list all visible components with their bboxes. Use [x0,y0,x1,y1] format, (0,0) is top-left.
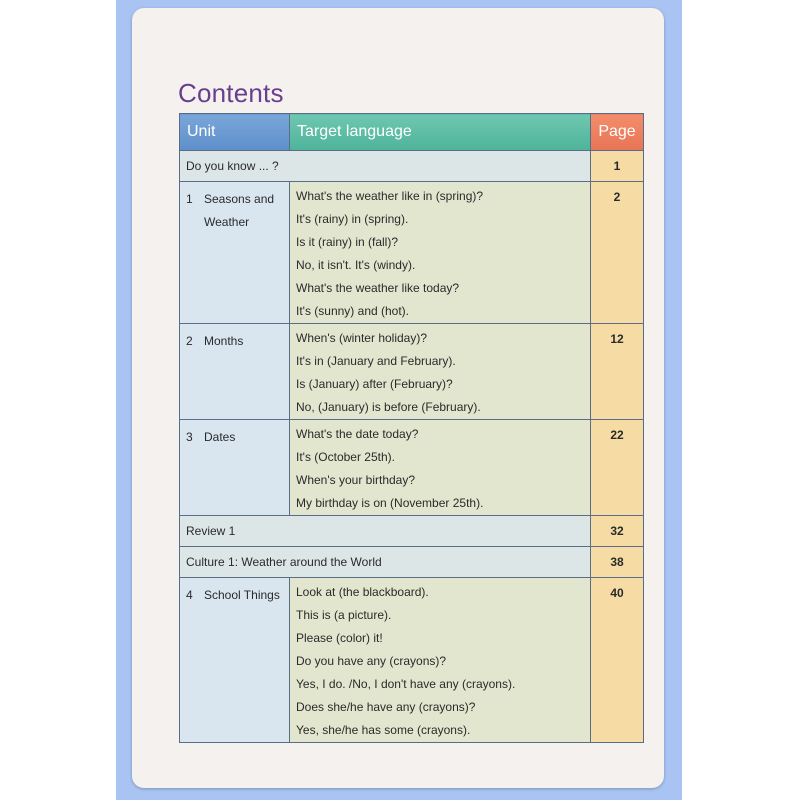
target-line: This is (a picture). [296,608,392,622]
page-title: Contents [178,78,284,108]
target-line: Look at (the blackboard). [296,585,429,599]
target-line: What's the weather like today? [296,281,460,295]
target-line: Please (color) it! [296,631,383,645]
target-line: When's (winter holiday)? [296,331,428,345]
page-header: Page [591,114,644,151]
target-language-list [290,324,590,419]
unit-page: 12 [591,324,644,420]
unit-number: 2 [186,334,193,348]
target-line: My birthday is on (November 25th). [296,496,484,510]
target-line: Yes, she/he has some (crayons). [296,723,471,737]
target-line: What's the weather like in (spring)? [296,189,484,203]
target-line: It's (October 25th). [296,450,395,464]
review-row [180,516,644,547]
intro-page: 1 [591,151,644,182]
unit-page: 40 [591,578,644,743]
target-line: Does she/he have any (crayons)? [296,700,476,714]
target-line: Is it (rainy) in (fall)? [296,235,399,249]
target-line: Is (January) after (February)? [296,377,453,391]
target-language-header: Target language [290,114,591,151]
target-line: When's your birthday? [296,473,416,487]
target-line: Do you have any (crayons)? [296,654,447,668]
target-line: No, (January) is before (February). [296,400,481,414]
unit-number: 3 [186,430,193,444]
target-line: No, it isn't. It's (windy). [296,258,416,272]
unit-page: 22 [591,420,644,516]
unit-row-4 [180,578,644,743]
target-line: It's in (January and February). [296,354,456,368]
target-language-list [290,182,590,323]
target-line: It's (rainy) in (spring). [296,212,409,226]
unit-number: 4 [186,588,193,602]
review-page: 32 [591,516,644,547]
culture-page: 38 [591,547,644,578]
unit-name: Months [204,334,244,348]
culture-row [180,547,644,578]
unit-header: Unit [180,114,290,151]
target-line: Yes, I do. /No, I don't have any (crayons). [296,677,516,691]
intro-row [180,151,644,182]
unit-page: 2 [591,182,644,324]
unit-name: School Things [204,588,280,602]
unit-name: Seasons and Weather [204,192,275,229]
unit-row-1 [180,182,644,324]
target-line: It's (sunny) and (hot). [296,304,410,318]
culture-label: Culture 1: Weather around the World [180,547,591,578]
target-line: What's the date today? [296,427,419,441]
contents-table [179,113,644,743]
target-language-list [290,578,590,742]
target-language-list [290,420,590,515]
unit-row-3 [180,420,644,516]
header-row [180,114,644,151]
intro-label: Do you know ... ? [180,151,591,182]
unit-name: Dates [204,430,236,444]
unit-row-2 [180,324,644,420]
unit-number: 1 [186,192,193,206]
review-label: Review 1 [180,516,591,547]
